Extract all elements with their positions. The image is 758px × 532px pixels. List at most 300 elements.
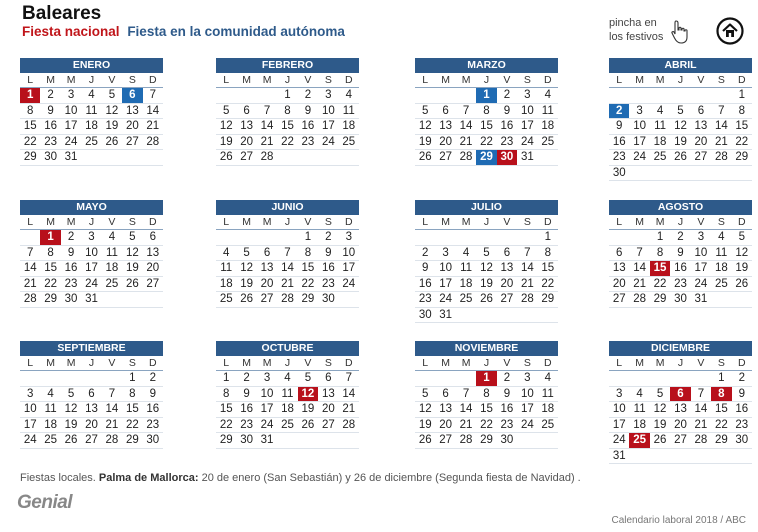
day-cell: 10: [81, 246, 101, 262]
day-cell: 27: [236, 150, 256, 166]
day-cell: 23: [670, 277, 690, 293]
day-cell: 18: [650, 135, 670, 151]
day-cell: 16: [318, 261, 338, 277]
day-cell: 19: [236, 277, 256, 293]
day-cell: 15: [538, 261, 558, 277]
month-header: JUNIO: [216, 200, 359, 215]
day-cell: 9: [609, 119, 629, 135]
day-cell: 2: [61, 230, 81, 246]
day-cell: 28: [102, 433, 122, 449]
day-cell: 13: [435, 402, 455, 418]
day-cell: 30: [732, 433, 752, 449]
day-cell: 11: [650, 119, 670, 135]
day-cell: 2: [670, 230, 690, 246]
day-cell: 2: [143, 371, 163, 387]
day-cell: 22: [40, 277, 60, 293]
day-cell: 12: [670, 119, 690, 135]
day-cell: 3: [435, 246, 455, 262]
day-cell: 30: [497, 433, 517, 449]
weekday-label: J: [483, 357, 490, 369]
day-cell: 12: [61, 402, 81, 418]
day-cell: 2: [236, 371, 256, 387]
day-cell: 24: [691, 277, 711, 293]
empty-day-cell: [456, 230, 476, 246]
empty-day-cell: [236, 88, 256, 104]
day-cell: 7: [517, 246, 537, 262]
day-cell: 26: [732, 277, 752, 293]
empty-day-cell: [339, 292, 359, 308]
empty-day-cell: [277, 230, 297, 246]
national-holiday-day[interactable]: 15: [650, 261, 670, 277]
day-cell: 30: [609, 166, 629, 182]
day-cell: 28: [691, 433, 711, 449]
month-febrero: [216, 58, 359, 166]
empty-day-cell: [257, 230, 277, 246]
day-cell: 7: [20, 246, 40, 262]
day-cell: 25: [339, 135, 359, 151]
day-cell: 21: [711, 135, 731, 151]
day-cell: 26: [415, 150, 435, 166]
weekday-label: D: [344, 74, 353, 86]
empty-day-cell: [339, 433, 359, 449]
day-cell: 24: [20, 433, 40, 449]
weekday-label: L: [422, 216, 429, 228]
empty-day-cell: [609, 230, 629, 246]
note-place: Palma de Mallorca:: [98, 472, 199, 484]
national-holiday-day[interactable]: 1: [476, 371, 496, 387]
day-cell: 27: [435, 150, 455, 166]
empty-day-cell: [670, 449, 690, 465]
national-holiday-day[interactable]: 1: [20, 88, 40, 104]
day-cell: 5: [298, 371, 318, 387]
weekday-row: [20, 215, 163, 230]
day-cell: 12: [216, 119, 236, 135]
day-cell: 15: [122, 402, 142, 418]
day-cell: 2: [318, 230, 338, 246]
day-cell: 3: [20, 387, 40, 403]
weekday-label: J: [483, 216, 490, 228]
day-cell: 25: [277, 418, 297, 434]
day-cell: 5: [122, 230, 142, 246]
day-cell: 24: [517, 418, 537, 434]
day-cell: 24: [81, 277, 101, 293]
day-cell: 23: [40, 135, 60, 151]
weekday-label: D: [148, 357, 157, 369]
day-cell: 6: [236, 104, 256, 120]
day-cell: 12: [415, 402, 435, 418]
day-cell: 4: [538, 371, 558, 387]
day-cell: 4: [629, 387, 649, 403]
weekday-label: S: [128, 357, 136, 369]
day-cell: 12: [236, 261, 256, 277]
day-cell: 12: [415, 119, 435, 135]
empty-day-cell: [216, 88, 236, 104]
day-cell: 18: [102, 261, 122, 277]
weekday-label: J: [677, 357, 684, 369]
day-cell: 11: [339, 104, 359, 120]
weekday-label: S: [128, 216, 136, 228]
weekday-label: M: [242, 357, 251, 369]
weekday-label: L: [223, 357, 230, 369]
day-cell: 7: [102, 387, 122, 403]
day-cell: 26: [216, 150, 236, 166]
day-cell: 27: [691, 150, 711, 166]
day-cell: 25: [650, 150, 670, 166]
weekday-label: D: [737, 357, 746, 369]
weekday-label: S: [523, 357, 531, 369]
weekday-label: S: [717, 74, 725, 86]
day-cell: 30: [670, 292, 690, 308]
weekday-label: V: [304, 357, 312, 369]
day-cell: 23: [61, 277, 81, 293]
day-cell: 27: [435, 433, 455, 449]
day-cell: 29: [216, 433, 236, 449]
day-cell: 21: [629, 277, 649, 293]
day-cell: 14: [257, 119, 277, 135]
day-cell: 18: [711, 261, 731, 277]
empty-day-cell: [629, 449, 649, 465]
day-cell: 29: [711, 433, 731, 449]
day-cell: 13: [143, 246, 163, 262]
day-cell: 13: [257, 261, 277, 277]
day-cell: 1: [277, 88, 297, 104]
day-cell: 17: [81, 261, 101, 277]
month-header: DICIEMBRE: [609, 341, 752, 356]
day-cell: 30: [236, 433, 256, 449]
day-cell: 3: [81, 230, 101, 246]
day-grid: [609, 88, 752, 181]
day-cell: 27: [81, 433, 101, 449]
day-cell: 9: [497, 104, 517, 120]
day-cell: 4: [538, 88, 558, 104]
empty-day-cell: [732, 292, 752, 308]
day-cell: 21: [257, 135, 277, 151]
day-cell: 22: [20, 135, 40, 151]
day-cell: 25: [711, 277, 731, 293]
day-cell: 13: [122, 104, 142, 120]
day-cell: 1: [122, 371, 142, 387]
day-cell: 4: [650, 104, 670, 120]
weekday-label: M: [46, 74, 55, 86]
day-cell: 3: [691, 230, 711, 246]
empty-day-cell: [538, 308, 558, 324]
day-cell: 20: [691, 135, 711, 151]
day-cell: 9: [318, 246, 338, 262]
weekday-label: M: [635, 74, 644, 86]
day-cell: 16: [143, 402, 163, 418]
day-cell: 5: [476, 246, 496, 262]
empty-day-cell: [318, 433, 338, 449]
day-cell: 20: [81, 418, 101, 434]
empty-day-cell: [415, 88, 435, 104]
day-cell: 20: [435, 135, 455, 151]
day-cell: 22: [122, 418, 142, 434]
day-cell: 7: [456, 104, 476, 120]
empty-day-cell: [143, 150, 163, 166]
month-diciembre: [609, 341, 752, 464]
weekday-label: M: [441, 216, 450, 228]
day-grid: [216, 230, 359, 308]
day-cell: 28: [257, 150, 277, 166]
empty-day-cell: [435, 88, 455, 104]
day-cell: 3: [629, 104, 649, 120]
day-cell: 16: [61, 261, 81, 277]
empty-day-cell: [277, 433, 297, 449]
brand-logo: Genial: [17, 492, 73, 513]
weekday-label: M: [66, 216, 76, 228]
day-cell: 8: [20, 104, 40, 120]
empty-day-cell: [122, 150, 142, 166]
weekday-row: [216, 73, 359, 88]
day-cell: 15: [298, 261, 318, 277]
day-cell: 19: [216, 135, 236, 151]
regional-holiday-day[interactable]: 6: [122, 88, 142, 104]
day-cell: 24: [61, 135, 81, 151]
day-cell: 10: [517, 104, 537, 120]
day-cell: 26: [102, 135, 122, 151]
empty-day-cell: [102, 292, 122, 308]
day-cell: 27: [670, 433, 690, 449]
empty-day-cell: [102, 371, 122, 387]
day-cell: 20: [122, 119, 142, 135]
day-cell: 9: [415, 261, 435, 277]
empty-day-cell: [670, 166, 690, 182]
day-cell: 20: [143, 261, 163, 277]
day-cell: 24: [435, 292, 455, 308]
empty-day-cell: [40, 371, 60, 387]
day-cell: 9: [40, 104, 60, 120]
day-cell: 29: [122, 433, 142, 449]
day-cell: 26: [650, 433, 670, 449]
day-cell: 30: [415, 308, 435, 324]
empty-day-cell: [298, 433, 318, 449]
weekday-label: M: [655, 357, 665, 369]
month-agosto: [609, 200, 752, 308]
day-cell: 10: [61, 104, 81, 120]
weekday-label: M: [635, 216, 644, 228]
weekday-label: V: [503, 216, 511, 228]
empty-day-cell: [318, 150, 338, 166]
month-header: MARZO: [415, 58, 558, 73]
weekday-label: J: [284, 216, 291, 228]
weekday-label: J: [284, 74, 291, 86]
day-cell: 20: [670, 418, 690, 434]
empty-day-cell: [61, 371, 81, 387]
empty-day-cell: [609, 371, 629, 387]
day-cell: 3: [609, 387, 629, 403]
weekday-row: [609, 215, 752, 230]
day-cell: 3: [339, 230, 359, 246]
day-cell: 20: [257, 277, 277, 293]
day-cell: 29: [476, 433, 496, 449]
empty-day-cell: [497, 230, 517, 246]
day-cell: 17: [61, 119, 81, 135]
home-icon[interactable]: [716, 17, 744, 45]
day-cell: 4: [339, 88, 359, 104]
empty-day-cell: [415, 230, 435, 246]
day-grid: [216, 371, 359, 449]
day-cell: 13: [609, 261, 629, 277]
empty-day-cell: [435, 230, 455, 246]
day-cell: 27: [143, 277, 163, 293]
empty-day-cell: [517, 230, 537, 246]
weekday-label: M: [46, 357, 55, 369]
day-cell: 28: [517, 292, 537, 308]
day-cell: 19: [650, 418, 670, 434]
day-cell: 3: [517, 371, 537, 387]
weekday-label: M: [242, 216, 251, 228]
day-cell: 29: [40, 292, 60, 308]
day-cell: 6: [691, 104, 711, 120]
national-holiday-day[interactable]: 1: [40, 230, 60, 246]
day-cell: 16: [415, 277, 435, 293]
weekday-label: V: [304, 216, 312, 228]
day-cell: 7: [257, 104, 277, 120]
day-cell: 25: [216, 292, 236, 308]
day-cell: 20: [435, 418, 455, 434]
weekday-label: M: [655, 216, 665, 228]
empty-day-cell: [609, 88, 629, 104]
day-cell: 21: [102, 418, 122, 434]
weekday-label: D: [543, 357, 552, 369]
day-cell: 31: [517, 150, 537, 166]
empty-day-cell: [629, 230, 649, 246]
day-cell: 23: [732, 418, 752, 434]
day-cell: 31: [257, 433, 277, 449]
empty-day-cell: [435, 371, 455, 387]
empty-day-cell: [650, 449, 670, 465]
empty-day-cell: [517, 308, 537, 324]
day-cell: 8: [40, 246, 60, 262]
day-cell: 2: [497, 88, 517, 104]
day-cell: 10: [435, 261, 455, 277]
day-cell: 11: [456, 261, 476, 277]
day-cell: 1: [298, 230, 318, 246]
day-cell: 18: [216, 277, 236, 293]
day-cell: 5: [61, 387, 81, 403]
day-cell: 13: [497, 261, 517, 277]
weekday-label: S: [324, 357, 332, 369]
day-cell: 29: [732, 150, 752, 166]
weekday-label: S: [324, 74, 332, 86]
click-hint: [609, 16, 663, 44]
day-cell: 13: [318, 387, 338, 403]
day-cell: 19: [670, 135, 690, 151]
regional-holiday-day[interactable]: 29: [476, 150, 496, 166]
national-holiday-day[interactable]: 6: [670, 387, 690, 403]
national-holiday-day[interactable]: 30: [497, 150, 517, 166]
day-cell: 9: [732, 387, 752, 403]
empty-day-cell: [732, 166, 752, 182]
month-octubre: [216, 341, 359, 449]
empty-day-cell: [102, 150, 122, 166]
day-cell: 1: [650, 230, 670, 246]
regional-holiday-day[interactable]: 1: [476, 88, 496, 104]
day-cell: 5: [732, 230, 752, 246]
day-cell: 26: [236, 292, 256, 308]
month-header: JULIO: [415, 200, 558, 215]
national-holiday-day[interactable]: 8: [711, 387, 731, 403]
month-header: SEPTIEMBRE: [20, 341, 163, 356]
day-cell: 26: [298, 418, 318, 434]
day-grid: [415, 230, 558, 323]
day-cell: 12: [476, 261, 496, 277]
day-cell: 1: [711, 371, 731, 387]
weekday-label: M: [635, 357, 644, 369]
empty-day-cell: [629, 166, 649, 182]
weekday-label: M: [262, 216, 272, 228]
day-cell: 15: [40, 261, 60, 277]
weekday-label: L: [223, 216, 230, 228]
day-cell: 5: [216, 104, 236, 120]
empty-day-cell: [650, 371, 670, 387]
day-cell: 28: [456, 150, 476, 166]
national-holiday-day[interactable]: 12: [298, 387, 318, 403]
day-cell: 21: [456, 135, 476, 151]
day-grid: [609, 230, 752, 308]
day-cell: 4: [456, 246, 476, 262]
empty-day-cell: [415, 371, 435, 387]
weekday-label: S: [128, 74, 136, 86]
day-cell: 21: [339, 402, 359, 418]
weekday-label: V: [304, 74, 312, 86]
day-cell: 21: [691, 418, 711, 434]
local-holidays-note: [20, 472, 581, 484]
day-cell: 16: [236, 402, 256, 418]
day-cell: 23: [318, 277, 338, 293]
day-cell: 18: [456, 277, 476, 293]
month-julio: [415, 200, 558, 323]
day-cell: 20: [236, 135, 256, 151]
weekday-label: L: [616, 74, 623, 86]
day-cell: 28: [339, 418, 359, 434]
day-cell: 18: [40, 418, 60, 434]
day-cell: 9: [670, 246, 690, 262]
day-cell: 2: [497, 371, 517, 387]
day-cell: 8: [122, 387, 142, 403]
weekday-row: [20, 356, 163, 371]
regional-holiday-day[interactable]: 2: [609, 104, 629, 120]
weekday-label: D: [543, 74, 552, 86]
empty-day-cell: [691, 166, 711, 182]
weekday-label: M: [441, 74, 450, 86]
day-cell: 6: [81, 387, 101, 403]
day-cell: 27: [257, 292, 277, 308]
weekday-label: M: [262, 357, 272, 369]
day-cell: 10: [257, 387, 277, 403]
day-cell: 15: [277, 119, 297, 135]
month-header: OCTUBRE: [216, 341, 359, 356]
month-junio: [216, 200, 359, 308]
day-cell: 24: [318, 135, 338, 151]
month-header: AGOSTO: [609, 200, 752, 215]
month-header: MAYO: [20, 200, 163, 215]
day-cell: 20: [497, 277, 517, 293]
day-cell: 15: [476, 402, 496, 418]
day-cell: 18: [629, 418, 649, 434]
day-cell: 15: [476, 119, 496, 135]
day-cell: 6: [143, 230, 163, 246]
weekday-label: M: [441, 357, 450, 369]
day-cell: 11: [277, 387, 297, 403]
weekday-label: D: [148, 74, 157, 86]
day-cell: 15: [711, 402, 731, 418]
day-cell: 25: [456, 292, 476, 308]
national-holiday-day[interactable]: 25: [629, 433, 649, 449]
empty-day-cell: [517, 433, 537, 449]
month-mayo: [20, 200, 163, 308]
day-cell: 22: [711, 418, 731, 434]
